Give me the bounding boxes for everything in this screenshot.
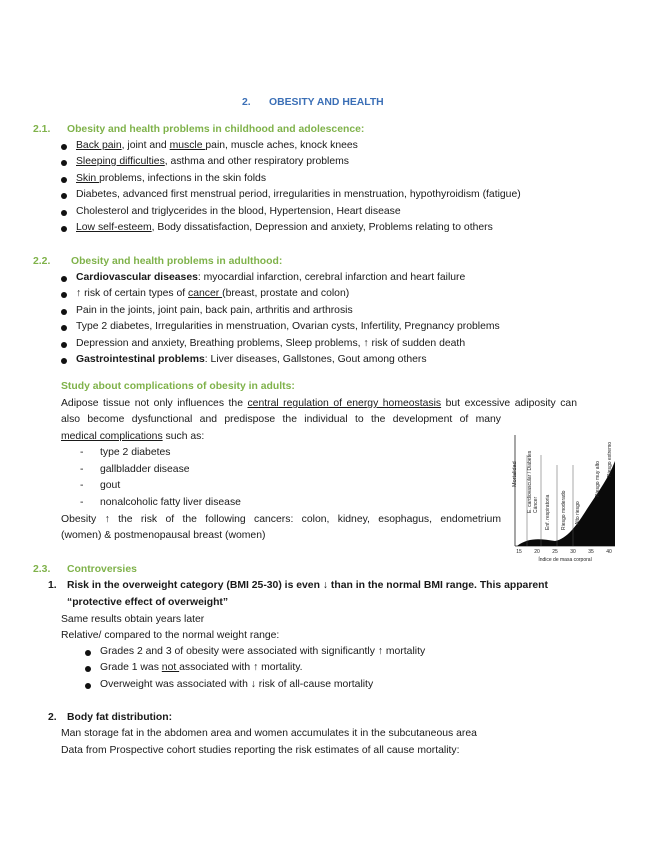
page-title [242,97,384,108]
underlined-term: medical complications [61,431,163,442]
bold-term: Cardiovascular diseases [76,272,198,283]
list-item [76,272,465,283]
paragraph-line: Obesity ↑ the risk of the following cancers: colon, kidney, esophagus, endometrium [61,514,501,525]
list-item [100,662,303,673]
section-2-1-heading [33,124,364,135]
underlined-term: Low self-esteem [76,222,152,233]
figure-label: Cáncer [533,496,539,513]
section-number: 2.1. [33,124,51,135]
list-item: Overweight was associated with ↓ risk of all-cause mortality [100,679,374,690]
underlined-term: not [161,662,180,673]
paragraph-line: Relative/ compared to the normal weight range: [61,630,280,641]
title-number: 2. [242,97,251,108]
item-text: Depression and anxiety, Breathing problems, Sleep problems, ↑ risk of sudden death [76,338,466,349]
point-continuation: “protective effect of overweight” [67,597,229,608]
item-text: ↑ risk of certain types of [76,288,189,299]
paragraph-text: such as: [162,431,205,442]
numbered-point-2 [48,712,172,723]
bullet-icon [61,177,67,183]
list-item [76,156,349,167]
paragraph-line: Man storage fat in the abdomen area and women accumulates it in the subcutaneous area [61,728,477,739]
section-number: 2.3. [33,564,51,575]
item-text: : Liver diseases, Gallstones, Gout among others [204,354,427,365]
x-tick-label: 40 [606,549,612,555]
section-2-2-heading [33,256,282,267]
figure-label: Riesgo extremo [607,441,613,477]
paragraph-text: but excessive adiposity can [441,398,577,409]
underlined-term: Back pain [76,140,122,151]
point-text: Risk in the overweight category (BMI 25-30) is even ↓ than in the normal BMI range. This apparent [67,580,548,591]
item-text: Diabetes, advanced first menstrual period, irregularities in menstruation, hypothyroidism (fatigue) [76,189,521,200]
list-item: gallbladder disease [100,464,190,475]
item-text: Grade 1 was [100,662,162,673]
list-item: nonalcoholic fatty liver disease [100,497,241,508]
dash-icon: - [80,480,84,491]
paragraph-line: also become dysfunctional and predispose the individual to the development of many [61,414,501,425]
bullet-icon [61,193,67,199]
bullet-icon [85,650,91,656]
list-item [76,288,349,299]
paragraph-line: Data from Prospective cohort studies reporting the risk estimates of all cause mortality: [61,745,460,756]
item-text: associated with ↑ mortality. [179,662,303,673]
x-tick-label: 15 [516,549,522,555]
bold-term: Gastrointestinal problems [76,354,205,365]
dash-icon: - [80,497,84,508]
bullet-icon [61,309,67,315]
figure-label: Enf. respiratoria [545,494,551,530]
item-text: , asthma and other respiratory problems [164,156,349,167]
underlined-term: central regulation of energy homeostasis [247,398,442,409]
list-item [76,189,521,200]
study-heading: Study about complications of obesity in adults: [61,381,295,392]
bullet-icon [61,210,67,216]
list-item [76,321,500,332]
point-number: 1. [48,580,57,591]
bullet-icon [61,160,67,166]
mortality-bmi-figure [505,425,623,565]
paragraph-line [61,398,577,409]
paragraph-line: Same results obtain years later [61,614,205,625]
dash-icon: - [80,464,84,475]
item-text: , Body dissatisfaction, Depression and anxiety, Problems relating to others [151,222,493,233]
list-item [76,206,401,217]
list-item: gout [100,480,121,491]
item-text: Pain in the joints, joint pain, back pain, arthritis and arthrosis [76,305,353,316]
x-tick-label: 35 [588,549,594,555]
bullet-icon [61,292,67,298]
title-text: OBESITY AND HEALTH [269,97,384,108]
underlined-term: Sleeping difficulties [76,156,165,167]
figure-label: E. cardiovascular / Diabetes [527,450,533,513]
list-item [76,354,427,365]
bullet-icon [61,144,67,150]
section-number: 2.2. [33,256,51,267]
paragraph-line: (women) & postmenopausal breast (women) [61,530,266,541]
bullet-icon [61,325,67,331]
item-text: Cholesterol and triglycerides in the blood, Hypertension, Heart disease [76,206,401,217]
underlined-term: cancer [188,288,223,299]
item-text: , joint and [121,140,170,151]
item-text: Type 2 diabetes, Irregularities in menstruation, Ovarian cysts, Infertility, Pregnancy problems [76,321,500,332]
x-tick-label: 20 [534,549,540,555]
point-number: 2. [48,712,57,723]
bullet-icon [61,358,67,364]
list-item [76,222,493,233]
item-text: problems, infections in the skin folds [99,173,267,184]
list-item [76,305,353,316]
x-tick-label: 25 [552,549,558,555]
point-text: Body fat distribution: [67,712,173,723]
item-text: : myocardial infarction, cerebral infarction and heart failure [197,272,466,283]
underlined-term: Skin [76,173,100,184]
item-text: pain, muscle aches, knock knees [205,140,358,151]
paragraph-line [61,431,204,442]
bullet-icon [85,683,91,689]
figure-ylabel: Mortalidad [512,461,518,487]
dash-icon: - [80,447,84,458]
x-tick-label: 30 [570,549,576,555]
figure-label: Riesgo moderado [561,490,567,530]
list-item [76,140,358,151]
figure-xlabel: Índice de masa corporal [538,557,592,563]
section-2-3-heading [33,564,137,575]
numbered-point-1 [48,580,548,591]
bullet-icon [61,342,67,348]
section-heading-text: Obesity and health problems in childhood and adolescence: [67,124,365,135]
list-item: type 2 diabetes [100,447,171,458]
item-text: (breast, prostate and colon) [222,288,350,299]
list-item: Grades 2 and 3 of obesity were associated with significantly ↑ mortality [100,646,426,657]
list-item [76,173,266,184]
figure-label: Riesgo muy alto [595,461,601,497]
x-ticks [516,549,612,555]
figure-label: Alto riesgo [575,501,581,525]
bullet-icon [85,666,91,672]
section-heading-text: Controversies [67,564,137,575]
paragraph-text: Adipose tissue not only influences the [61,398,248,409]
list-item [76,338,465,349]
bullet-icon [61,226,67,232]
underlined-term: muscle [169,140,206,151]
section-heading-text: Obesity and health problems in adulthood: [71,256,283,267]
bullet-icon [61,276,67,282]
